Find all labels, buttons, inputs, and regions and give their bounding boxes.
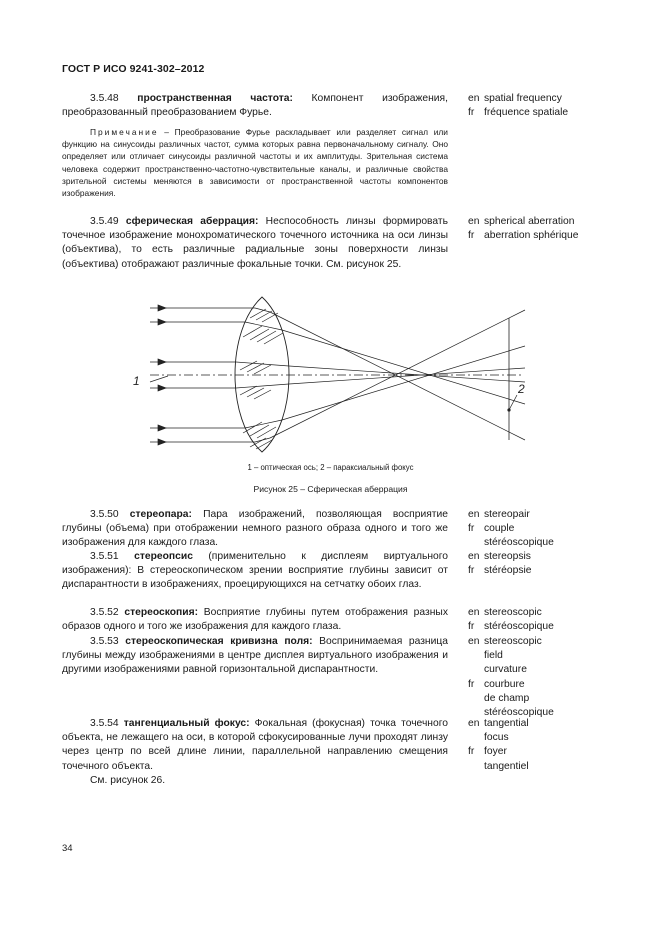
lens-hatch — [250, 329, 269, 340]
terms-3-5-52 — [468, 606, 618, 634]
lens-ray — [255, 308, 270, 312]
entry-definition: Неспособность линзы формировать точечное изображение монохроматического точечного источника на оси линзы (объектива), то есть различные радиальные зоны поверхности линзы (объектива) отображают различные фокальные точки. См. рисунок 25. — [62, 216, 448, 270]
entry-term: тангенциальный фокус: — [123, 718, 250, 729]
figure-label-1: 1 — [133, 374, 140, 388]
lang-code — [468, 760, 484, 774]
lens-hatch — [243, 326, 262, 337]
lang-code — [468, 649, 484, 663]
label-1-leader — [150, 376, 168, 382]
term-translation: stéréoscopique — [484, 707, 554, 719]
lens-hatch — [247, 363, 264, 372]
term-translation: stéréoscopique — [484, 621, 554, 633]
term-translation: spatial frequency — [484, 93, 562, 104]
entry-definition: Пара изображений, позволяющая восприятие глубины (объема) при отображении немного разного образа одного и того же изображения для каждого глаза. — [62, 509, 448, 549]
term-translation: foyer — [484, 746, 507, 758]
see-figure-26-text: См. рисунок 26. — [90, 775, 166, 786]
lang-code — [468, 663, 484, 677]
refracted-ray — [270, 310, 525, 438]
term-translation: courbure — [484, 678, 525, 690]
lang-code: en — [468, 636, 480, 647]
entry-term: стереоскопическая кривизна поля: — [125, 636, 313, 647]
lens-hatch — [250, 309, 266, 318]
entry-definition: Восприятие глубины путем отображения разных образов одного и того же изображения для каждого глаза. — [62, 607, 448, 633]
lens-hatch — [257, 331, 276, 342]
term-translation: stereoscopic — [484, 607, 542, 618]
entry-3-5-53 — [62, 635, 448, 678]
refracted-ray — [282, 346, 525, 420]
note-label: Примечание — [90, 127, 159, 137]
entry-number: 3.5.50 — [90, 509, 119, 520]
lens-hatch — [247, 388, 264, 397]
lens-hatch — [250, 438, 266, 447]
lang-code: fr — [468, 621, 475, 633]
terms-3-5-50 — [468, 508, 618, 551]
lang-code: fr — [468, 746, 475, 758]
lens-hatch — [262, 313, 278, 322]
lang-code: en — [468, 216, 480, 227]
entry-term: стереоскопия: — [124, 607, 199, 618]
term-translation: stéréoscopique — [484, 537, 554, 549]
lang-code — [468, 731, 484, 745]
lens-ray — [245, 420, 282, 428]
ray-arrow — [158, 439, 166, 445]
figure-caption: Рисунок 25 – Сферическая аберрация — [253, 484, 408, 494]
term-translation: de champ — [484, 692, 530, 704]
entry-number: 3.5.52 — [90, 607, 119, 618]
entry-3-5-52 — [62, 606, 448, 634]
ray-arrow — [158, 385, 166, 391]
lang-code: en — [468, 607, 480, 618]
term-translation: tangential — [484, 718, 529, 729]
document-header: ГОСТ Р ИСО 9241-302–2012 — [62, 63, 205, 75]
term-translation: curvature — [484, 664, 527, 676]
label-2-leader — [509, 395, 517, 410]
term-translation: stéréopsie — [484, 565, 532, 577]
lang-code: en — [468, 509, 480, 520]
entry-3-5-50 — [62, 508, 448, 551]
lens-hatch — [254, 365, 271, 374]
paraxial-focus-dot — [507, 408, 510, 411]
term-translation: spherical aberration — [484, 216, 575, 227]
term-translation: tangentiel — [484, 760, 529, 772]
entry-definition: Компонент изображения, преобразованный преобразованием Фурье. — [62, 93, 448, 119]
entry-term: стереопсис — [134, 551, 193, 562]
lang-code: fr — [468, 107, 475, 119]
entry-number: 3.5.51 — [90, 551, 119, 562]
ray-arrow — [158, 319, 166, 325]
terms-3-5-53 — [468, 635, 618, 720]
term-translation: stereopsis — [484, 551, 531, 562]
lang-code: fr — [468, 230, 475, 242]
term-translation: focus — [484, 732, 509, 744]
term-translation: stereopair — [484, 509, 530, 520]
lens-ray — [236, 384, 289, 388]
lang-code: fr — [468, 565, 475, 577]
lang-code: fr — [468, 678, 475, 690]
lang-code — [468, 692, 484, 706]
lens-ray — [245, 322, 282, 330]
entry-3-5-54 — [62, 717, 448, 774]
term-translation: field — [484, 650, 503, 662]
lang-code: en — [468, 551, 480, 562]
lang-code: fr — [468, 523, 475, 535]
ray-arrow — [158, 305, 166, 311]
lens-hatch — [256, 311, 272, 320]
lang-code: en — [468, 93, 480, 104]
entry-term: стереопара: — [129, 509, 192, 520]
entry-term: сферическая аберрация: — [125, 216, 259, 227]
note-text: – Преобразование Фурье раскладывает или разделяет сигнал или функцию на синусоиды различных частот, сумма которых равна первоначальному сигналу. Оно определяет или отличает синусоиды различной частоты и их амплитуды. Зрительная система человека содержит пространственно-частотно-чувствительные каналы, и различные свойства зрительной системы меняются в зависимости от пространственной частоты компонентов изображения. — [62, 127, 448, 199]
entry-3-5-51 — [62, 550, 448, 593]
entry-term: пространственная частота: — [137, 93, 293, 104]
lang-code — [468, 536, 484, 550]
entry-definition: (применительно к дисплеям виртуального изображения): В стереоскопическом зрении восприятие глубины зависит от диспарантности в изображениях, проецирующихся на сетчатку обоих глаз. — [62, 551, 448, 591]
lens-hatch — [254, 390, 271, 399]
entry-definition: Фокальная (фокусная) точка точечного объекта, не лежащего на оси, в которой сфокусированные лучи проходят линзу через центр по всей длине линии, параллельной направлению смещения точечного объекта. — [62, 718, 448, 772]
ray-arrow — [158, 359, 166, 365]
lang-code: en — [468, 718, 480, 729]
entry-number: 3.5.48 — [90, 93, 119, 104]
entry-definition: Воспринимаемая разница глубины между изображениями в центре дисплея виртуального изображения и другими изображениями равной горизонтальной диспарантности. — [62, 636, 448, 676]
terms-3-5-54 — [468, 717, 618, 774]
entry-number: 3.5.49 — [90, 216, 119, 227]
term-translation: aberration sphérique — [484, 230, 579, 242]
terms-3-5-51 — [468, 550, 618, 578]
term-translation: couple — [484, 523, 515, 535]
page-number: 34 — [62, 843, 73, 854]
figure-legend: 1 – оптическая ось; 2 – параксиальный фокус — [247, 463, 414, 472]
entry-number: 3.5.53 — [90, 636, 119, 647]
term-translation: stereoscopic — [484, 636, 542, 647]
refracted-ray — [270, 312, 525, 440]
entry-number: 3.5.54 — [90, 718, 119, 729]
lens-hatch — [264, 333, 283, 344]
see-figure-26 — [62, 774, 448, 788]
refracted-ray — [282, 330, 525, 404]
figure-label-2: 2 — [518, 382, 525, 396]
term-translation: fréquence spatiale — [484, 107, 569, 119]
ray-arrow — [158, 425, 166, 431]
